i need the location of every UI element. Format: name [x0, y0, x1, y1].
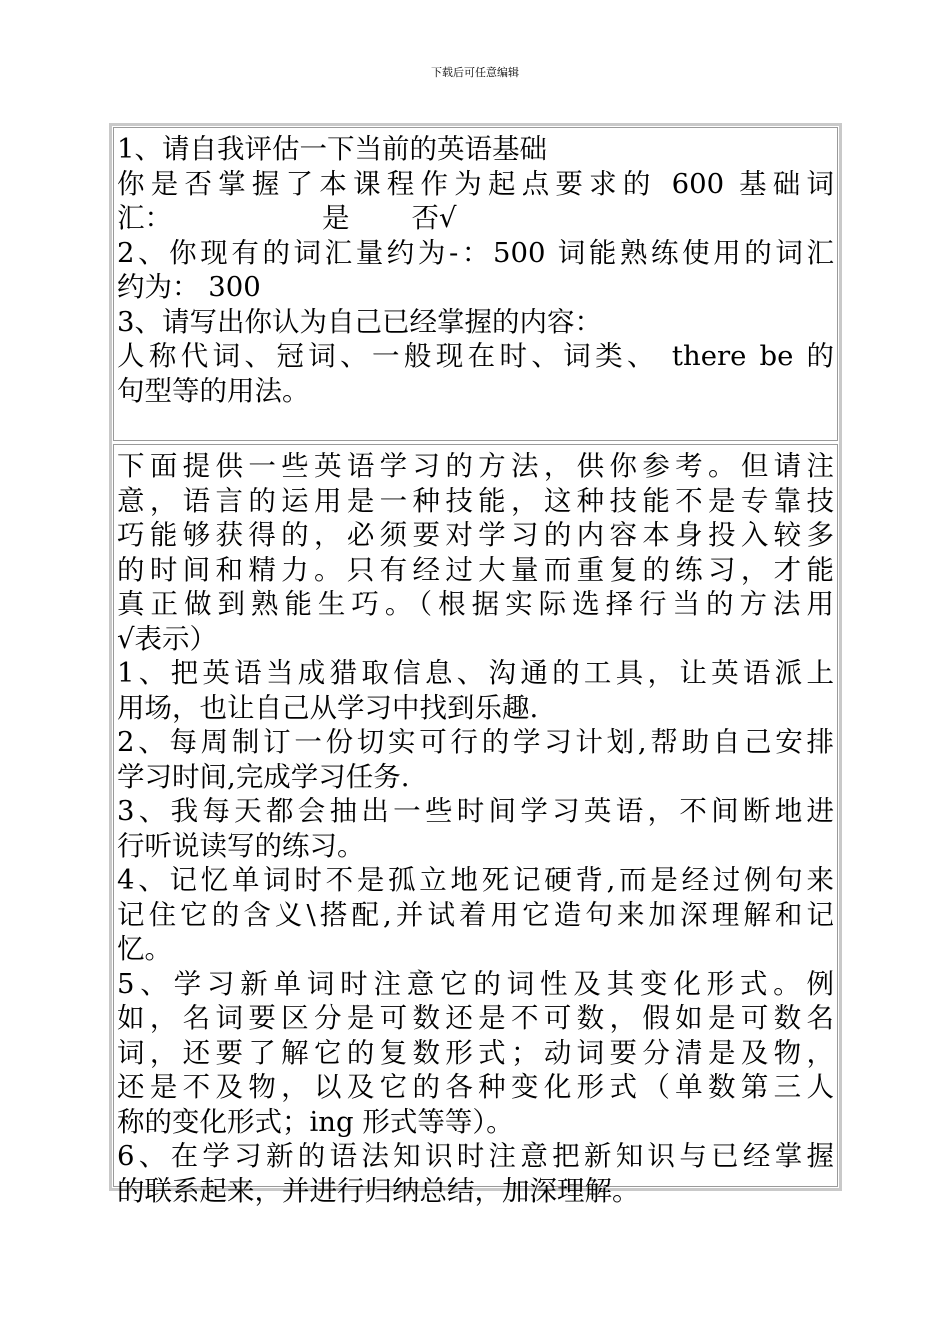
method-line: 学习时间,完成学习任务. — [117, 760, 410, 793]
method-line: 行听说读写的练习。 — [117, 829, 365, 862]
intro-line: 巧能够获得的，必须要对学习的内容本身投入较多 — [117, 519, 834, 551]
method-item-6[interactable] — [117, 1139, 834, 1208]
method-item-4[interactable] — [117, 863, 834, 967]
method-line: 忆。 — [117, 933, 172, 965]
intro-line: 真正做到熟能生巧。（根据实际选择行当的方法用 — [117, 588, 834, 620]
document-table — [109, 123, 842, 1207]
intro-line: 下面提供一些英语学习的方法，供你参考。但请注 — [117, 450, 834, 482]
question-3-answer-line-2: 句型等的用法。 — [117, 374, 310, 407]
method-line: 5、学习新单词时注意它的词性及其变化形式。例 — [117, 967, 834, 1000]
question-2-answer: 约为： 300 — [117, 271, 261, 303]
intro-line: 的时间和精力。只有经过大量而重复的练习，才能 — [117, 553, 834, 586]
methods-intro — [117, 449, 834, 656]
method-line: 1、把英语当成猎取信息、沟通的工具，让英语派上 — [117, 657, 834, 689]
option-no-checked[interactable]: 否√ — [411, 202, 457, 234]
page-header-note: 下载后可任意编辑 — [431, 66, 519, 79]
method-item-5[interactable] — [117, 967, 834, 1140]
method-line: 6、在学习新的语法知识时注意把新知识与已经掌握 — [117, 1140, 834, 1172]
option-yes[interactable]: 是 — [322, 202, 350, 234]
method-line: 还是不及物，以及它的各种变化形式（单数第三人 — [117, 1071, 834, 1103]
question-1-prefix: 汇： — [117, 202, 172, 234]
method-line: 3、我每天都会抽出一些时间学习英语，不间断地进 — [117, 795, 834, 827]
method-line: 称的变化形式；ing 形式等等）。 — [117, 1105, 514, 1138]
question-1-title: 1、请自我评估一下当前的英语基础 — [117, 133, 547, 165]
intro-line: 意，语言的运用是一种技能，这种技能不是专靠技 — [117, 484, 834, 517]
question-3-title: 3、请写出你认为自己已经掌握的内容： — [117, 305, 602, 338]
method-item-3[interactable] — [117, 794, 834, 863]
question-1-options — [117, 201, 834, 236]
method-item-2[interactable] — [117, 725, 834, 794]
method-line: 词，还要了解它的复数形式；动词要分清是及物， — [117, 1036, 834, 1069]
self-assessment-cell — [113, 127, 838, 441]
method-item-1[interactable] — [117, 656, 834, 725]
question-1-text: 你是否掌握了本课程作为起点要求的 600 基础词 — [117, 167, 834, 200]
method-line: 4、记忆单词时不是孤立地死记硬背,而是经过例句来 — [117, 864, 834, 896]
learning-methods-cell — [113, 444, 838, 1207]
question-3-answer-line-1: 人称代词、冠词、一般现在时、词类、 there be 的 — [117, 340, 834, 372]
method-line: 记住它的含义\搭配,并试着用它造句来加深理解和记 — [117, 898, 834, 931]
intro-line: √表示） — [117, 622, 218, 655]
method-line: 如，名词要区分是可数还是不可数，假如是可数名 — [117, 1002, 834, 1034]
method-line: 用场，也让自己从学习中找到乐趣. — [117, 691, 539, 724]
question-2-text: 2、你现有的词汇量约为-：500 词能熟练使用的词汇 — [117, 236, 834, 269]
method-line: 2、每周制订一份切实可行的学习计划,帮助自己安排 — [117, 726, 834, 758]
method-line: 的联系起来，并进行归纳总结，加深理解。 — [117, 1174, 640, 1207]
